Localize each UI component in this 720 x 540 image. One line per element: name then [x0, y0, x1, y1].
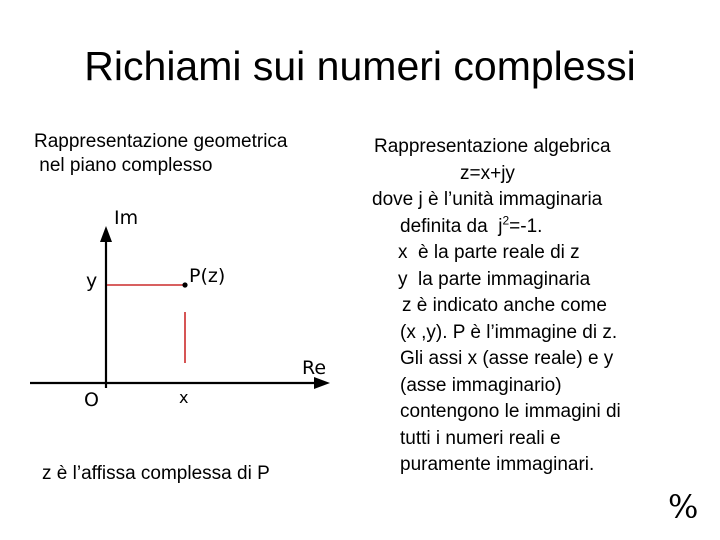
text-line-axes-2: (asse immaginario): [400, 374, 562, 396]
label-y: y: [86, 270, 98, 292]
algebraic-heading: Rappresentazione algebrica: [374, 136, 611, 157]
label-im: Im: [114, 207, 139, 229]
corner-percent-mark: %: [668, 488, 699, 526]
affix-caption: z è l’affissa complessa di P: [42, 463, 270, 484]
text-line-indicated-1: z è indicato anche come: [402, 295, 607, 316]
definition-prefix: definita da j: [400, 215, 503, 237]
algebraic-formula: z=x+jy: [460, 162, 515, 184]
algebraic-text-block: [364, 134, 694, 479]
text-line-definition: [364, 214, 694, 241]
label-re: Re: [302, 357, 327, 379]
label-x: x: [179, 388, 189, 407]
text-line-real: x è la parte reale di z: [398, 242, 580, 263]
geometric-heading: Rappresentazione geometrica nel piano complesso: [34, 131, 288, 176]
text-line-axes-3: contengono le immagini di: [400, 401, 621, 422]
label-origin: O: [84, 389, 99, 411]
text-line-imag: y la parte immaginaria: [398, 268, 591, 290]
definition-suffix: =-1.: [509, 215, 543, 237]
text-line-axes-4: tutti i numeri reali e: [400, 427, 561, 449]
text-line-indicated-2: (x ,y). P è l’immagine di z.: [400, 321, 618, 343]
imaginary-axis-arrow: [100, 226, 112, 242]
label-pz: P(z): [189, 265, 226, 287]
text-line-j: dove j è l’unità immaginaria: [372, 189, 603, 210]
page-title: Richiami sui numeri complessi: [84, 43, 636, 89]
point-p: [182, 282, 187, 287]
text-line-axes-1: Gli assi x (asse reale) e y: [400, 348, 614, 369]
complex-plane-diagram: [22, 198, 342, 418]
text-line-axes-5: puramente immaginari.: [400, 454, 595, 475]
definition-superscript: 2: [502, 213, 510, 228]
